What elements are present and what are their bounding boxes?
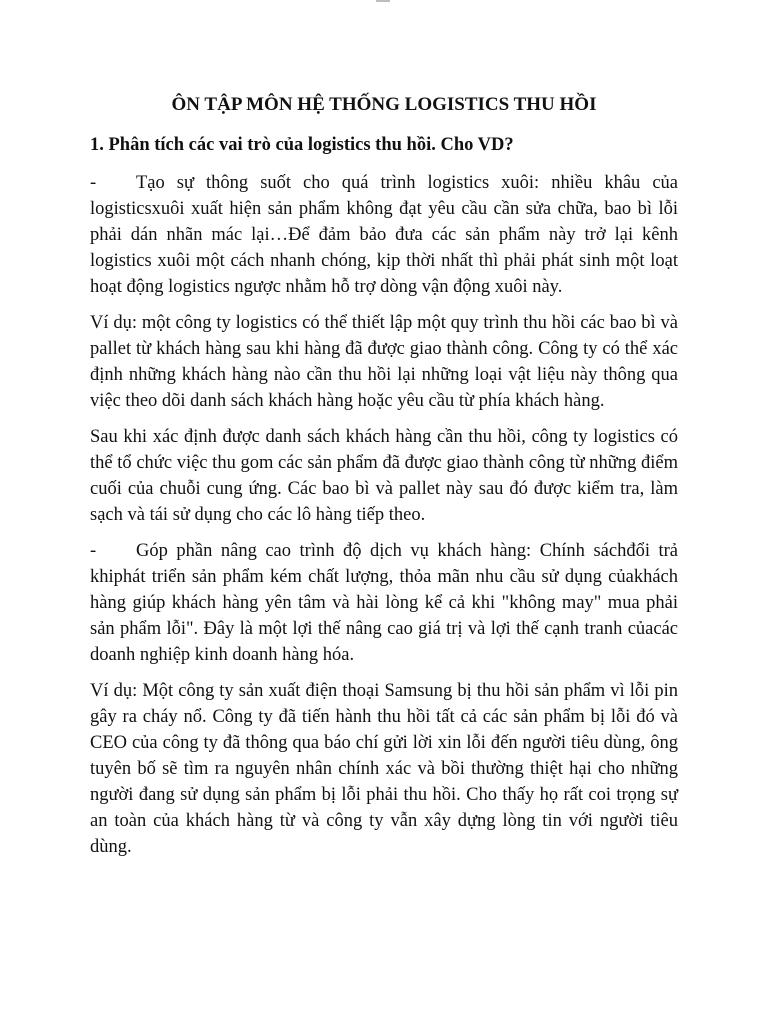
bullet-paragraph-2 bbox=[90, 538, 678, 668]
bullet-dash: - bbox=[90, 541, 97, 561]
bullet-dash: - bbox=[90, 173, 97, 193]
document-page bbox=[90, 92, 678, 870]
example-paragraph-1-continued: Sau khi xác định được danh sách khách hàng cần thu hồi, công ty logistics có thể tổ chức việc thu gom các sản phẩm đã được giao thành công từ những điểm cuối của chuỗi cung ứng. Các bao bì và pallet này sau đó được kiểm tra, làm sạch và tái sử dụng cho các lô hàng tiếp theo. bbox=[90, 427, 678, 525]
bullet-text-2: Góp phần nâng cao trình độ dịch vụ khách hàng: Chính sáchđổi trả khiphát triển sản phẩm kém chất lượng, thỏa mãn nhu cầu sử dụng củakhách hàng giúp khách hàng yên tâm và hài lòng kể cả khi "không may" mua phải sản phẩm lỗi". Đây là một lợi thế nâng cao giá trị và lợi thế cạnh tranh củacác doanh nghiệp kinh doanh hàng hóa. bbox=[90, 541, 678, 665]
example-paragraph-2: Ví dụ: Một công ty sản xuất điện thoại Samsung bị thu hồi sản phẩm vì lỗi pin gây ra cháy nổ. Công ty đã tiến hành thu hồi tất cả các sản phẩm bị lỗi đó và CEO của công ty đã thông qua báo chí gửi lời xin lỗi đến người tiêu dùng, ông tuyên bố sẽ tìm ra nguyên nhân chính xác và bồi thường thiệt hại cho những người đang sử dụng sản phẩm bị lỗi phải thu hồi. Cho thấy họ rất coi trọng sự an toàn của khách hàng từ và công ty vẫn xây dựng lòng tin với người tiêu dùng. bbox=[90, 681, 678, 857]
question-heading: 1. Phân tích các vai trò của logistics thu hồi. Cho VD? bbox=[90, 135, 514, 155]
page-top-marker bbox=[376, 0, 390, 2]
example-paragraph-1: Ví dụ: một công ty logistics có thể thiết lập một quy trình thu hồi các bao bì và pallet từ khách hàng sau khi hàng đã được giao thành công. Công ty có thể xác định những khách hàng nào cần thu hồi lại những loại vật liệu này thông qua việc theo dõi danh sách khách hàng hoặc yêu cầu từ phía khách hàng. bbox=[90, 313, 678, 411]
bullet-paragraph-1 bbox=[90, 170, 678, 300]
bullet-text-1: Tạo sự thông suốt cho quá trình logistics xuôi: nhiều khâu của logisticsxuôi xuất hiện sản phẩm không đạt yêu cầu cần sửa chữa, bao bì lỗi phải dán nhãn mác lại…Để đảm bảo đưa các sản phẩm này trở lại kênh logistics xuôi một cách nhanh chóng, kịp thời nhất thì phải phát sinh một loạt hoạt động logistics ngược nhằm hỗ trợ dòng vận động xuôi này. bbox=[90, 173, 678, 297]
document-title: ÔN TẬP MÔN HỆ THỐNG LOGISTICS THU HỒI bbox=[171, 94, 597, 115]
